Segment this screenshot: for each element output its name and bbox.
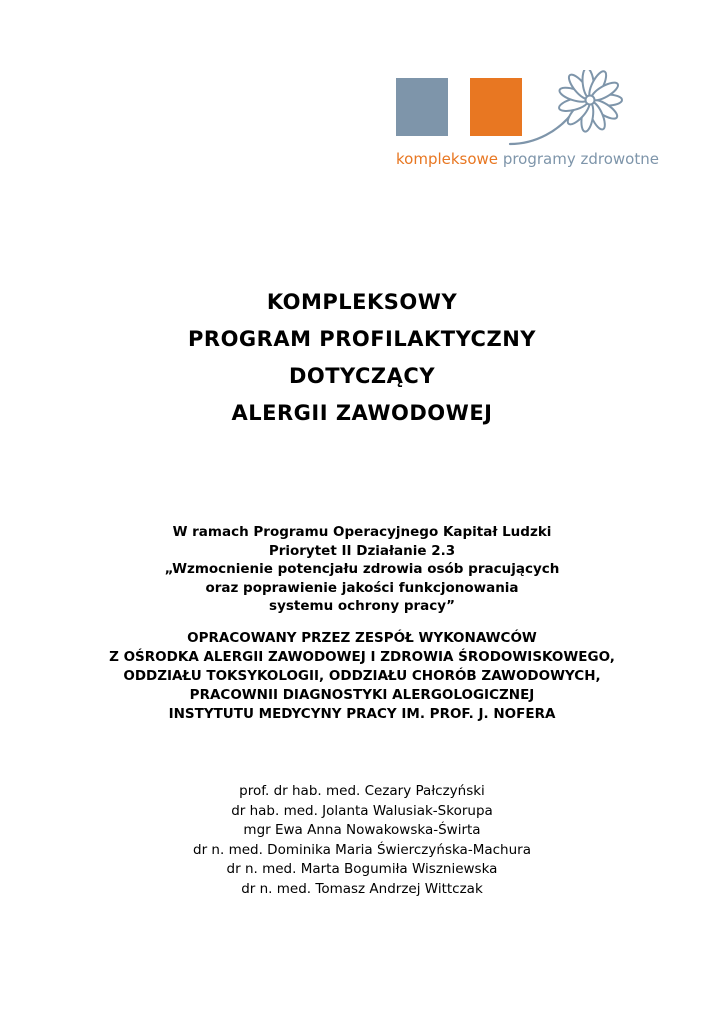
program-line: Priorytet II Działanie 2.3 <box>268 542 456 559</box>
logo-blue-square <box>396 78 448 136</box>
logo-tagline-gray: programy zdrowotne <box>498 150 659 168</box>
program-line: „Wzmocnienie potencjału zdrowia osób pracujących <box>164 561 560 577</box>
logo-tagline-orange: kompleksowe <box>396 150 499 168</box>
document-title <box>0 284 724 432</box>
program-line: systemu ochrony pracy” <box>269 598 455 614</box>
daisy-flower-icon <box>502 70 644 154</box>
title-line: PROGRAM PROFILAKTYCZNY <box>188 327 536 351</box>
author-names <box>0 782 724 899</box>
title-line: DOTYCZĄCY <box>288 364 436 388</box>
author-name: prof. dr hab. med. Cezary Pałczyński <box>239 783 485 799</box>
program-line: W ramach Programu Operacyjnego Kapitał Ludzki <box>172 524 552 540</box>
prepared-by-line: Z OŚRODKA ALERGII ZAWODOWEJ I ZDROWIA ŚRODOWISKOWEGO, <box>109 649 615 665</box>
author-name: dr n. med. Marta Bogumiła Wiszniewska <box>226 861 498 877</box>
prepared-by-line: INSTYTUTU MEDYCYNY PRACY IM. PROF. J. NOFERA <box>168 706 556 722</box>
title-line: ALERGII ZAWODOWEJ <box>231 401 493 425</box>
prepared-by-line: ODDZIAŁU TOKSYKOLOGII, ODDZIAŁU CHORÓB ZAWODOWYCH, <box>123 668 601 684</box>
prepared-by-block <box>0 629 724 724</box>
prepared-by-line: OPRACOWANY PRZEZ ZESPÓŁ WYKONAWCÓW <box>187 630 537 646</box>
prepared-by-line: PRACOWNII DIAGNOSTYKI ALERGOLOGICZNEJ <box>189 687 535 703</box>
program-description <box>0 523 724 616</box>
author-name: dr n. med. Dominika Maria Świerczyńska-Machura <box>193 841 531 858</box>
title-line: KOMPLEKSOWY <box>266 290 458 314</box>
author-name: dr hab. med. Jolanta Walusiak-Skorupa <box>231 802 493 819</box>
program-line: oraz poprawienie jakości funkcjonowania <box>205 579 519 596</box>
logo-tagline <box>396 150 659 168</box>
author-name: dr n. med. Tomasz Andrzej Wittczak <box>241 880 483 897</box>
author-name: mgr Ewa Anna Nowakowska-Świrta <box>243 822 481 838</box>
logo <box>396 78 659 178</box>
